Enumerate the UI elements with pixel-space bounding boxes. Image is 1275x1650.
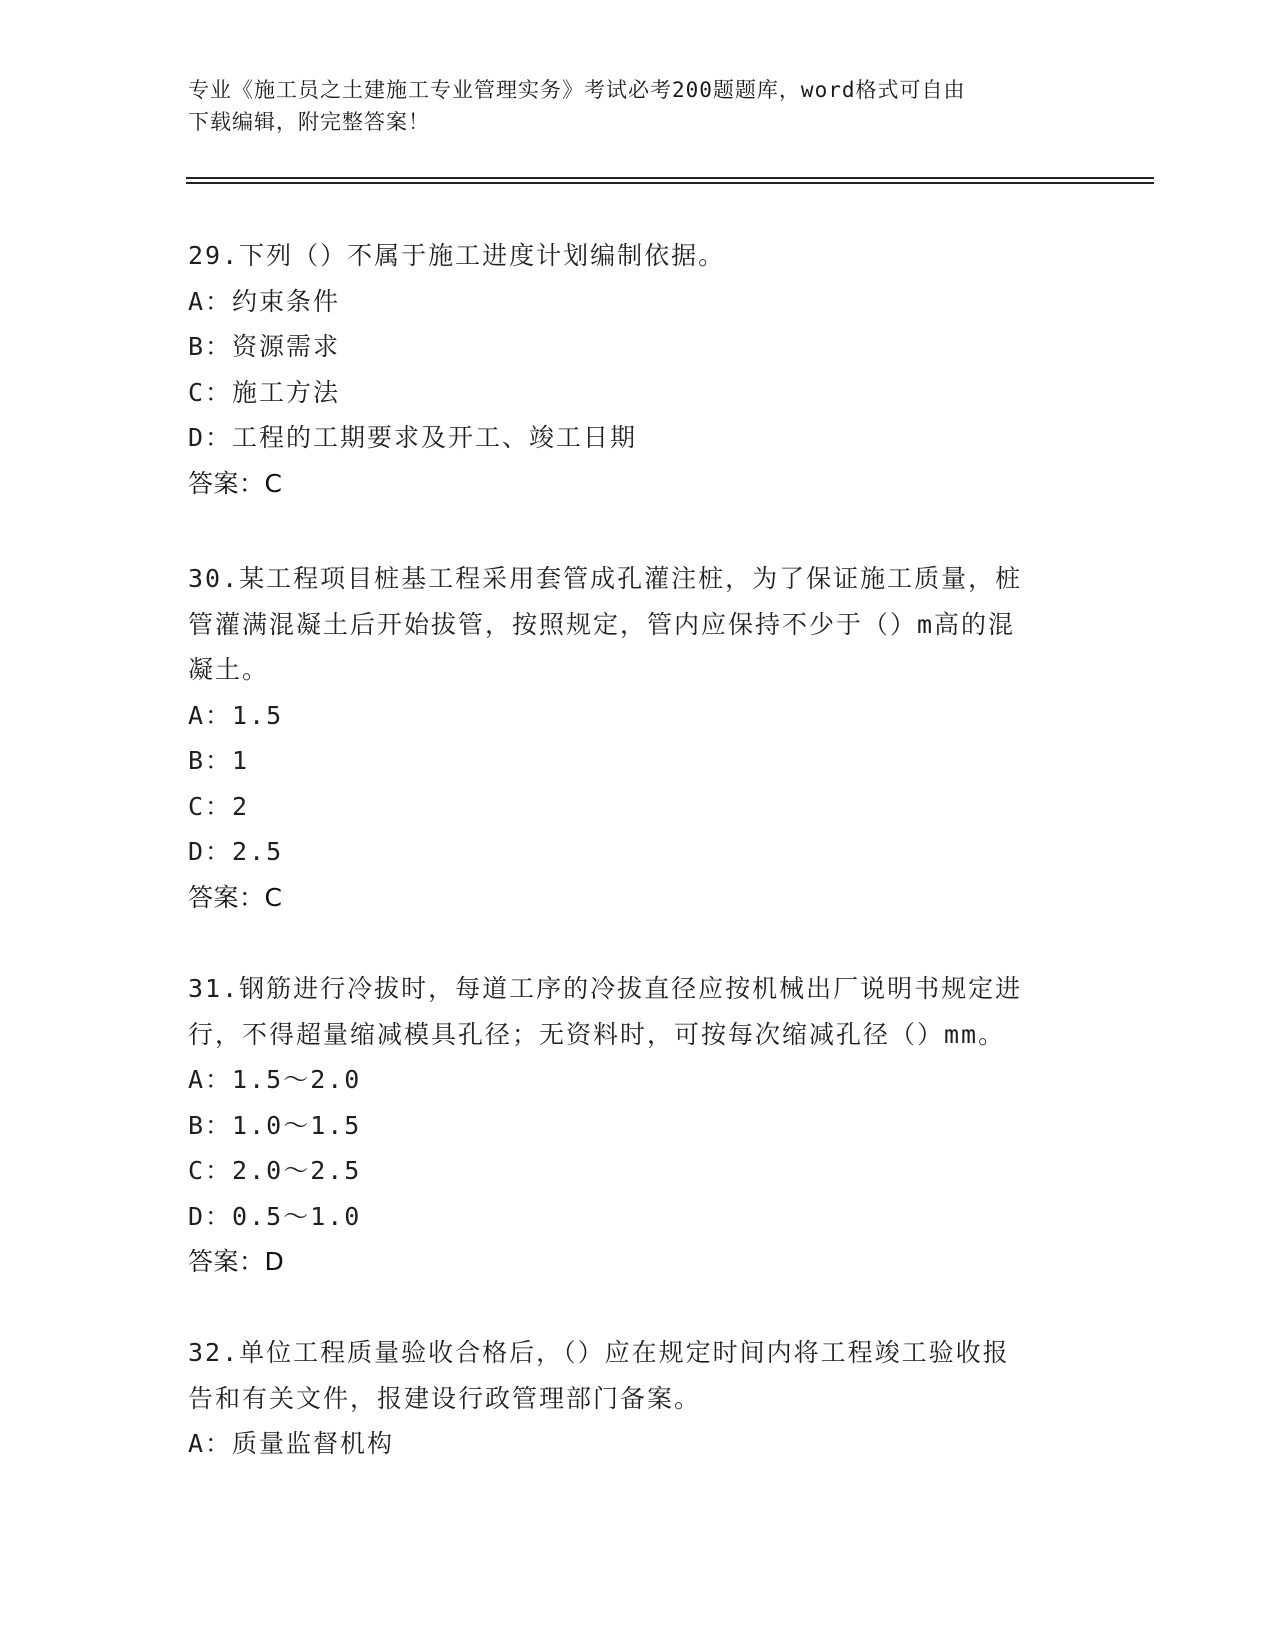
option-c: C：2 xyxy=(188,791,250,821)
question-text: 32.单位工程质量验收合格后，（）应在规定时间内将工程竣工验收报 xyxy=(188,1338,1010,1367)
option-b: B：资源需求 xyxy=(188,332,341,361)
question-text: 行，不得超量缩减模具孔径；无资料时，可按每次缩减孔径（）mm。 xyxy=(188,1019,1006,1049)
option-c: C：2.0～2.5 xyxy=(188,1156,362,1185)
option-a: A：1.5～2.0 xyxy=(188,1065,362,1094)
option-c: C：施工方法 xyxy=(188,377,341,407)
question-30 xyxy=(188,556,1088,920)
question-text: 管灌满混凝土后开始拔管，按照规定，管内应保持不少于（）m高的混 xyxy=(188,609,1016,639)
option-a: A：约束条件 xyxy=(188,286,341,316)
question-text: 29.下列（）不属于施工进度计划编制依据。 xyxy=(188,241,726,270)
question-31 xyxy=(188,966,1088,1285)
option-b: B：1 xyxy=(188,746,250,775)
answer-text: 答案：C xyxy=(188,468,283,498)
header-divider-bottom xyxy=(186,182,1154,184)
question-text: 凝土。 xyxy=(188,655,270,684)
question-32 xyxy=(188,1330,1088,1467)
question-text: 告和有关文件，报建设行政管理部门备案。 xyxy=(188,1383,702,1413)
question-29 xyxy=(188,233,1088,506)
header-title-line-2: 下载编辑，附完整答案！ xyxy=(188,110,430,134)
header-title-line-1: 专业《施工员之土建施工专业管理实务》考试必考200题题库，word格式可自由 xyxy=(188,78,966,102)
question-text: 31.钢筋进行冷拔时，每道工序的冷拔直径应按机械出厂说明书规定进 xyxy=(188,974,1023,1003)
header-divider-top xyxy=(186,177,1154,179)
option-d: D：工程的工期要求及开工、竣工日期 xyxy=(188,423,638,452)
answer-text: 答案：D xyxy=(188,1247,285,1276)
option-d: D：2.5 xyxy=(188,837,284,866)
option-a: A：质量监督机构 xyxy=(188,1429,395,1458)
document-header xyxy=(188,74,1088,138)
option-b: B：1.0～1.5 xyxy=(188,1110,362,1140)
option-a: A：1.5 xyxy=(188,700,284,730)
question-text: 30.某工程项目桩基工程采用套管成孔灌注桩，为了保证施工质量，桩 xyxy=(188,564,1023,593)
option-d: D：0.5～1.0 xyxy=(188,1201,362,1231)
answer-text: 答案：C xyxy=(188,882,283,912)
